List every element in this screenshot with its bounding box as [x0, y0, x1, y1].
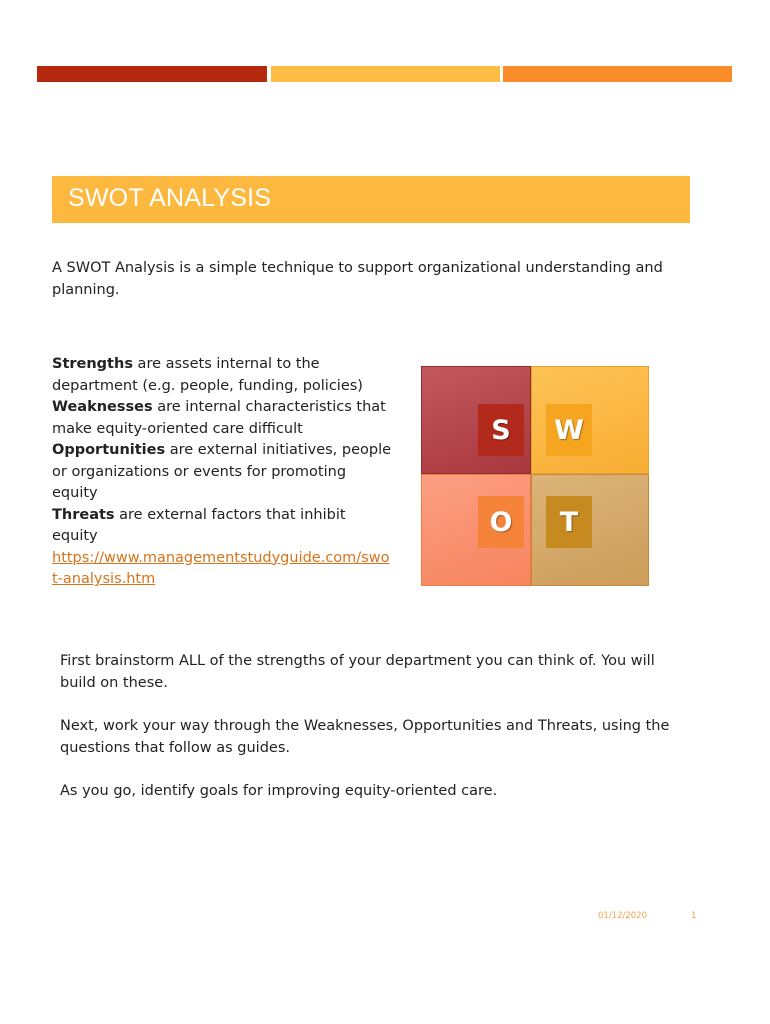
instruction-paragraph: As you go, identify goals for improving equity-oriented care.	[60, 783, 498, 799]
swot-letter-t: T	[546, 496, 592, 548]
swot-letter-s: S	[478, 404, 524, 456]
header-accent-bar-orange	[503, 66, 732, 82]
header-accent-bar-red	[37, 66, 267, 82]
opportunities-text: are external initiatives, people or organizations or events for promoting equity	[52, 442, 392, 501]
intro-paragraph: A SWOT Analysis is a simple technique to support organizational understanding and planning.	[52, 260, 663, 298]
header-accent-bar-yellow	[271, 66, 500, 82]
weaknesses-term: Weaknesses	[52, 399, 153, 415]
threats-term: Threats	[52, 506, 115, 523]
definitions-block	[52, 354, 392, 591]
instruction-paragraph: First brainstorm ALL of the strengths of your department you can think of. You will build on these.	[60, 653, 655, 691]
strengths-text: are assets internal to the department (e.g. people, funding, policies)	[52, 356, 363, 394]
instructions-block	[60, 650, 690, 823]
strengths-term: Strengths	[52, 356, 133, 372]
opportunities-term: Opportunities	[52, 442, 166, 458]
reference-link[interactable]: https://www.managementstudyguide.com/swot-analysis.htm	[52, 549, 390, 587]
title-band	[52, 176, 690, 223]
page-title: SWOT ANALYSIS	[68, 184, 272, 212]
swot-letter-w: W	[546, 404, 592, 456]
weaknesses-text: are internal characteristics that make equity-oriented care difficult	[52, 399, 386, 437]
threats-text: are external factors that inhibit equity	[52, 506, 346, 544]
footer-date: 01/12/2020	[598, 911, 647, 921]
instruction-paragraph: Next, work your way through the Weaknesses, Opportunities and Threats, using the questions that follow as guides.	[60, 718, 670, 756]
swot-graphic	[421, 366, 649, 586]
swot-letter-o: O	[478, 496, 524, 548]
page-number: 1	[691, 911, 697, 921]
